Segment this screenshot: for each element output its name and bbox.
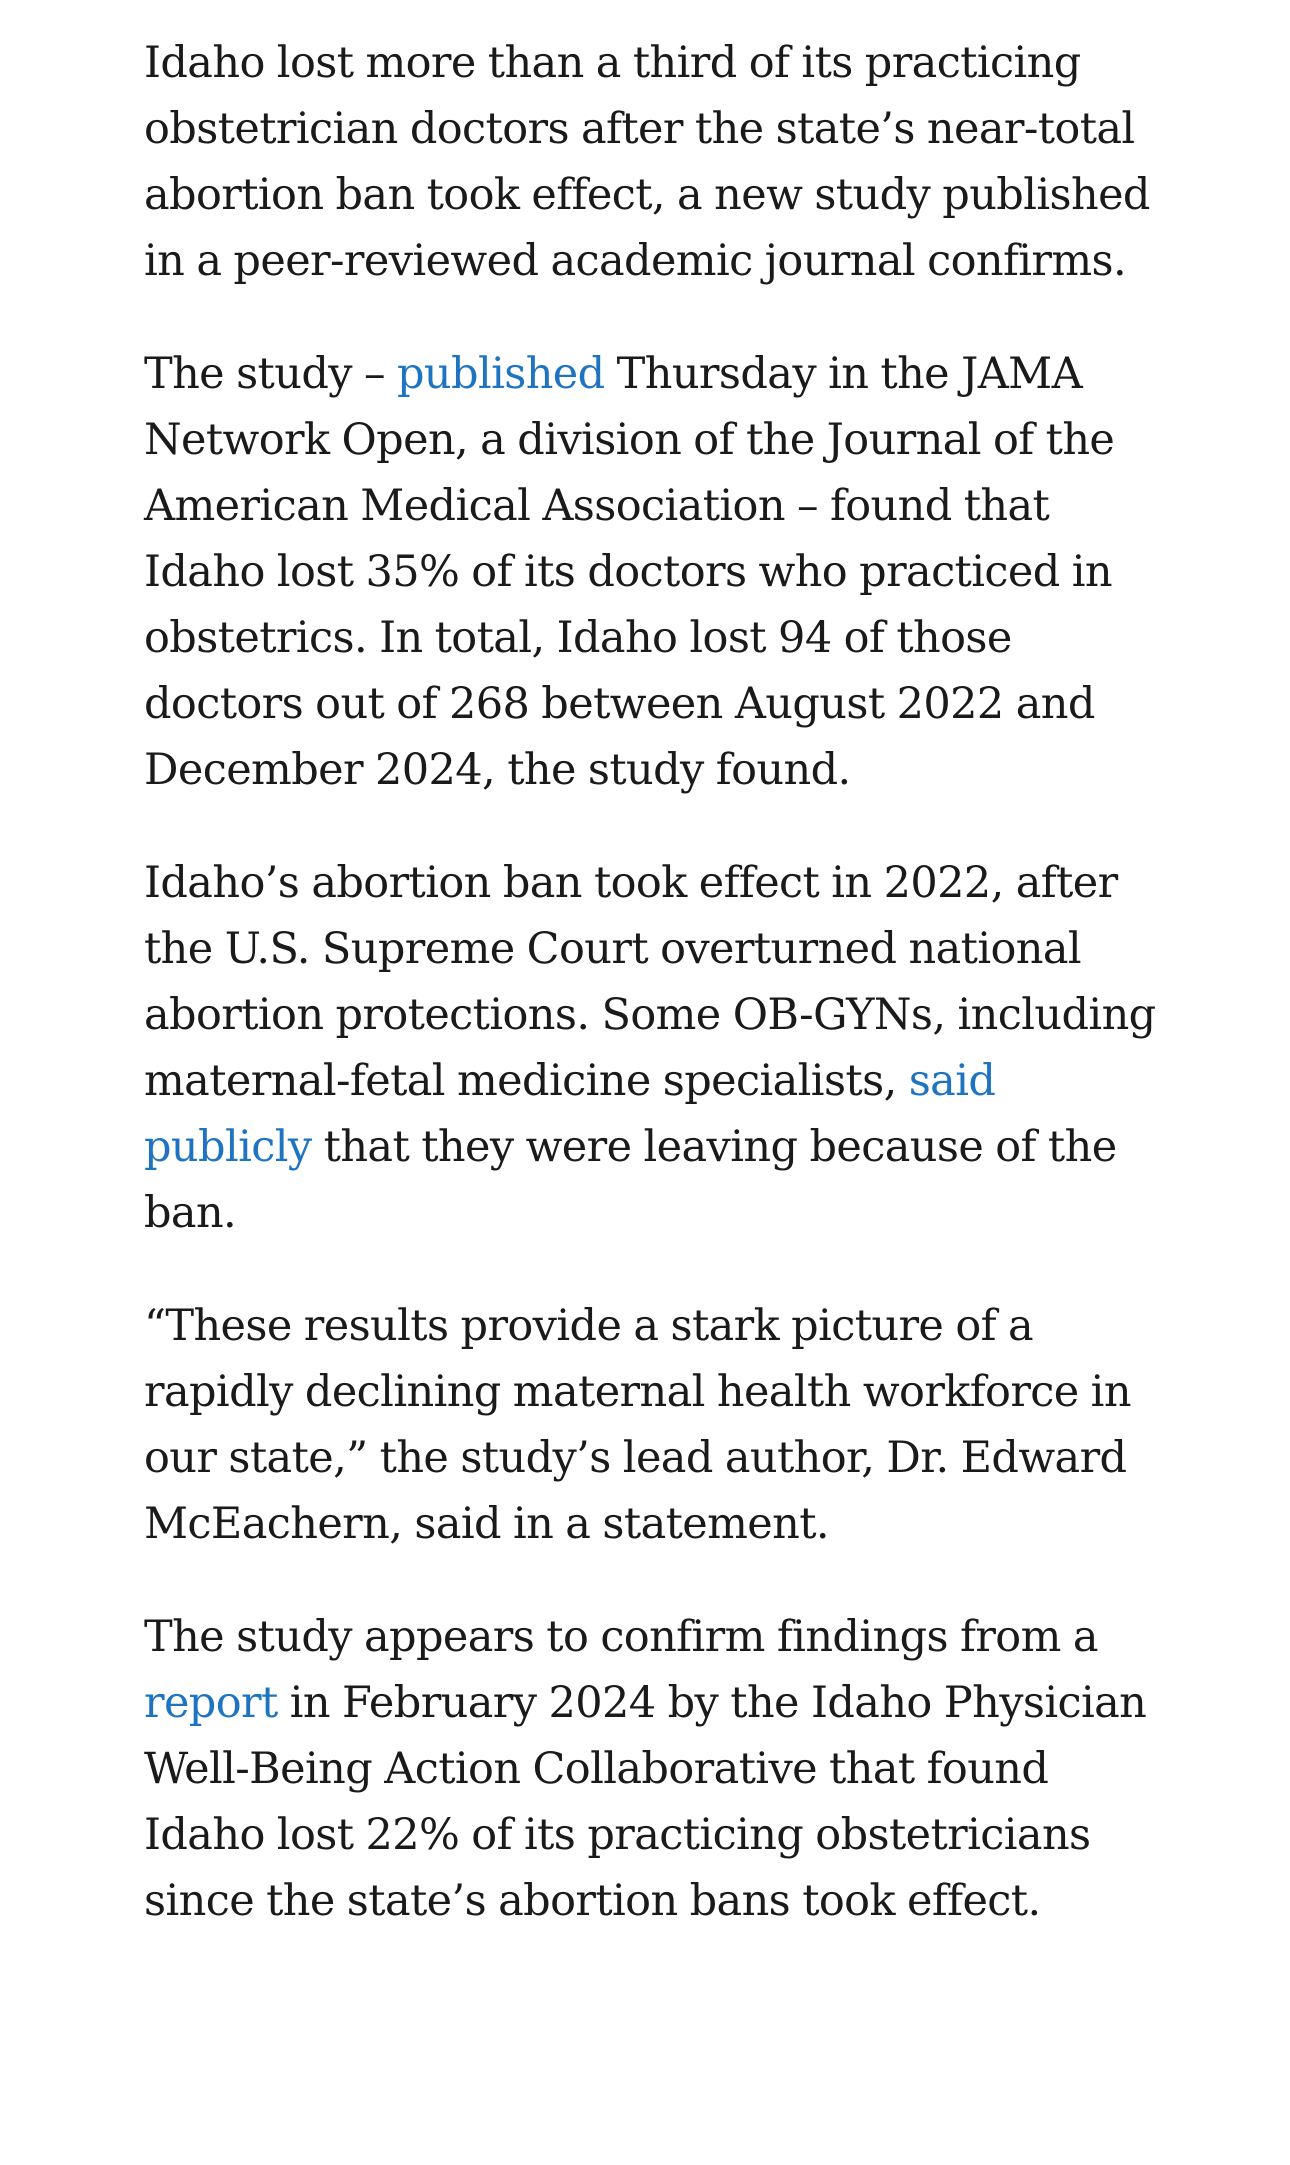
paragraph-intro-text: Idaho lost more than a third of its practicing obstetrician doctors after the state’s near-total abortion ban took effect, a new study published in a peer-reviewed academic journal confirms. [144,38,1150,286]
paragraph-quote [144,1293,1164,1557]
article-body [144,30,1164,1981]
paragraph-study-text-before: The study – [144,349,397,399]
paragraph-ban-text-before: Idaho’s abortion ban took effect in 2022, after the U.S. Supreme Court overturned national abortion protections. Some OB-GYNs, including maternal-fetal medicine specialists, [144,858,1156,1106]
paragraph-ban-text-after: that they were leaving because of the ban. [144,1122,1117,1238]
paragraph-study [144,341,1164,803]
said-publicly-link[interactable]: said publicly [144,1056,996,1172]
paragraph-report [144,1604,1164,1934]
report-link[interactable]: report [144,1678,278,1728]
paragraph-quote-text: “These results provide a stark picture of a rapidly declining maternal health workforce in our state,” the study’s lead author, Dr. Edward McEachern, said in a statement. [144,1301,1131,1549]
published-link[interactable]: published [397,349,605,399]
paragraph-report-text-before: The study appears to confirm findings from a [144,1612,1098,1662]
paragraph-study-text-after: Thursday in the JAMA Network Open, a division of the Journal of the American Medical Association – found that Idaho lost 35% of its doctors who practiced in obstetrics. In total, Idaho lost 94 of those doctors out of 268 between August 2022 and December 2024, the study found. [144,349,1115,795]
paragraph-ban [144,850,1164,1246]
paragraph-intro [144,30,1164,294]
paragraph-report-text-after: in February 2024 by the Idaho Physician Well-Being Action Collaborative that found Idaho lost 22% of its practicing obstetricians since the state’s abortion bans took effect. [144,1678,1147,1926]
